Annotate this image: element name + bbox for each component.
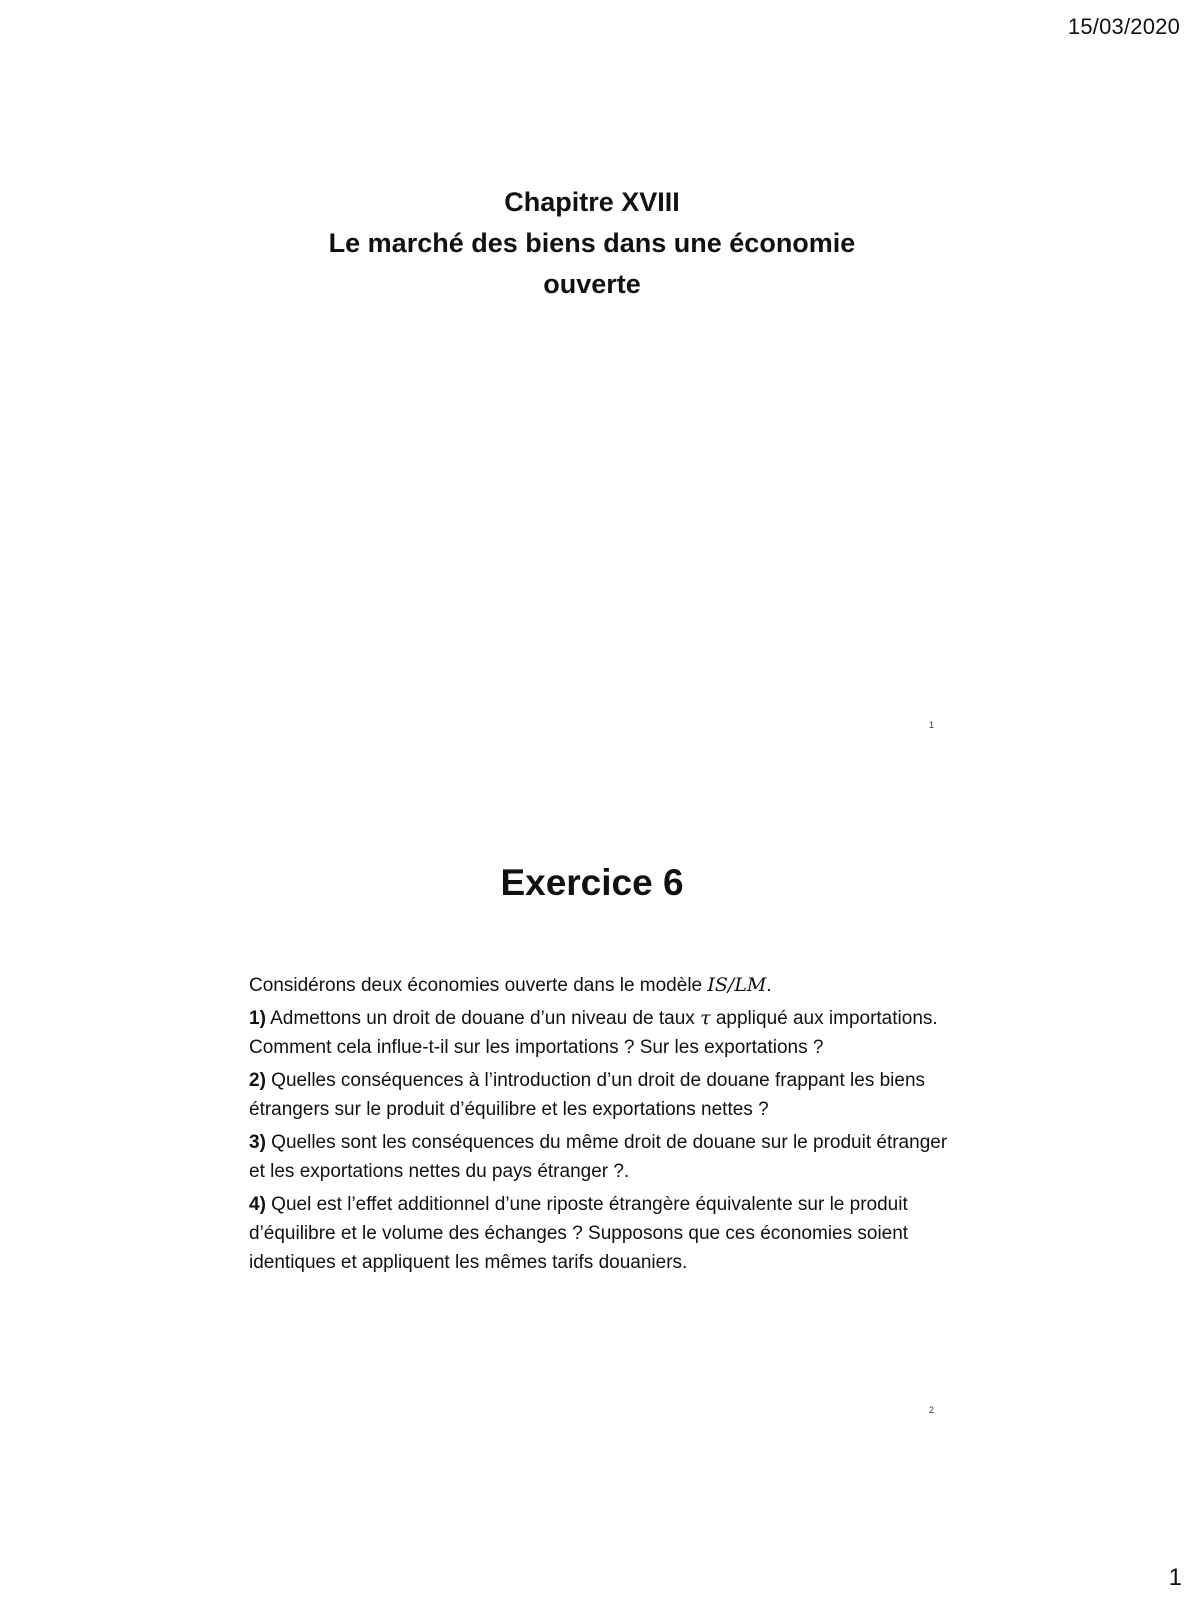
slide-2 <box>232 860 952 1420</box>
model-formula: IS/LM <box>707 974 767 996</box>
question-number: 2) <box>249 1070 266 1091</box>
slide-number: 1 <box>928 720 934 730</box>
intro-text: Considérons deux économies ouverte dans le modèle <box>249 975 708 996</box>
question-4 <box>249 1190 954 1277</box>
question-text: Quel est l’effet additionnel d’une riposte étrangère équivalente sur le produit d’équilibre et le volume des échanges ? Supposons que ces économies soient identiques et appliquent les mêmes tarifs douaniers. <box>249 1194 909 1273</box>
question-number: 1) <box>249 1008 266 1029</box>
tariff-rate-symbol: τ <box>700 1007 711 1029</box>
question-3 <box>249 1128 954 1186</box>
question-number: 3) <box>249 1132 266 1153</box>
question-text: Quelles sont les conséquences du même droit de douane sur le produit étranger et les exportations nettes du pays étranger ?. <box>249 1132 948 1182</box>
exercise-body <box>249 971 954 1281</box>
chapter-title-line-1: Chapitre XVIII <box>504 187 680 217</box>
question-2 <box>249 1066 954 1124</box>
question-number: 4) <box>249 1194 266 1215</box>
question-1 <box>249 1004 954 1062</box>
slide-1 <box>232 170 952 740</box>
exercise-intro <box>249 971 954 1000</box>
question-text-continued: appliqué aux importations. Comment cela influe-t-il sur les importations ? Sur les exportations ? <box>249 1008 938 1058</box>
question-text: Quelles conséquences à l’introduction d’un droit de douane frappant les biens étrangers sur le produit d’équilibre et les exportations nettes ? <box>249 1070 926 1120</box>
chapter-title-line-2: Le marché des biens dans une économie <box>328 228 856 258</box>
chapter-title-line-3: ouverte <box>543 269 641 299</box>
exercise-title: Exercice 6 <box>500 862 684 903</box>
chapter-title <box>232 182 952 305</box>
intro-end: . <box>766 975 772 996</box>
question-text: Admettons un droit de douane d’un niveau de taux <box>265 1008 701 1029</box>
page-date: 15/03/2020 <box>1067 14 1180 39</box>
slide-number: 2 <box>928 1405 934 1415</box>
page-number: 1 <box>1168 1564 1182 1591</box>
